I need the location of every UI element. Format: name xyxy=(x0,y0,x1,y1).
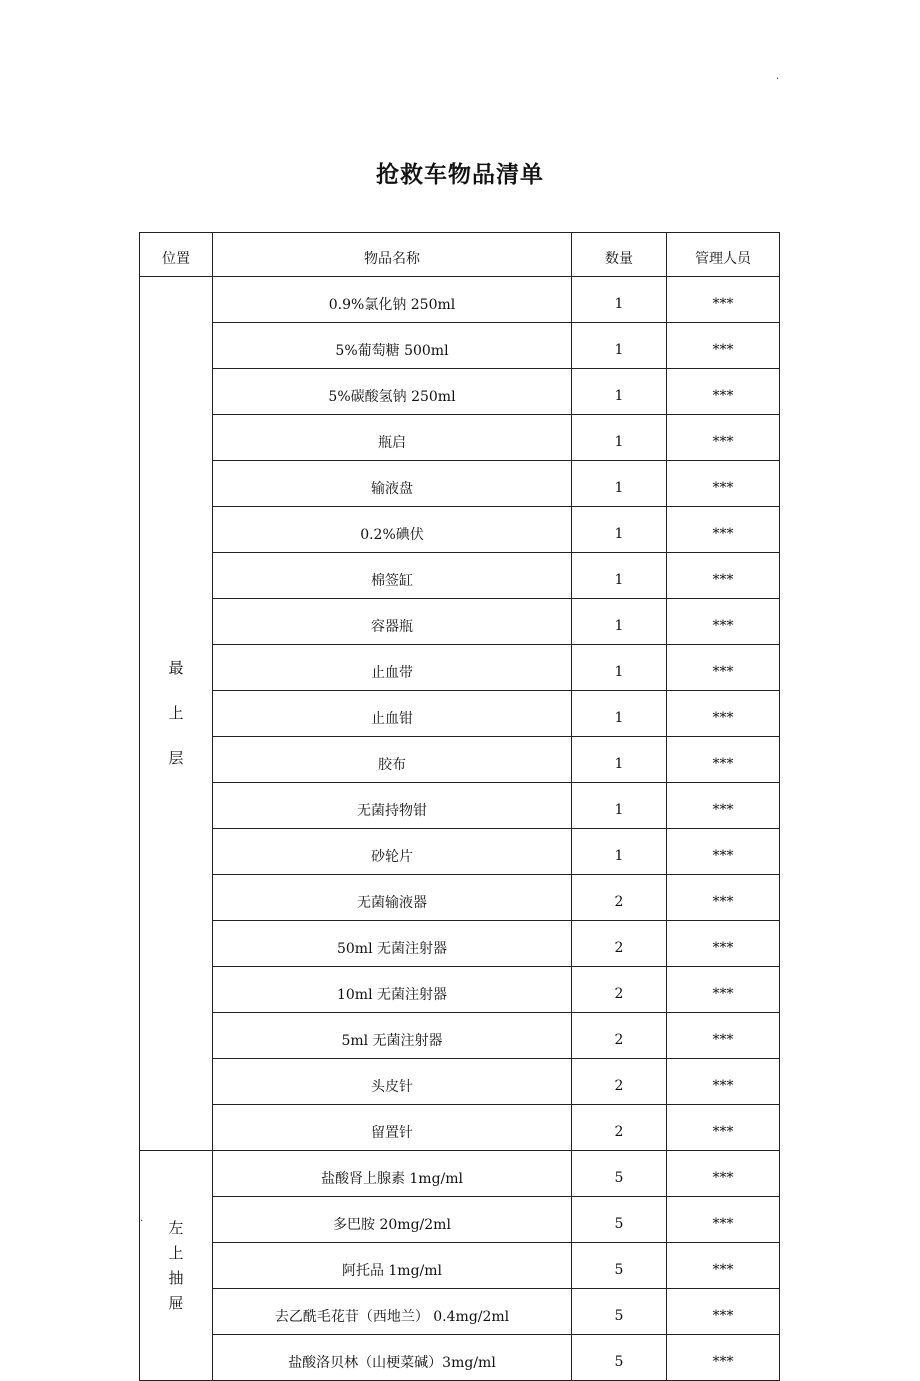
location-cell xyxy=(140,277,213,1151)
item-name-cell: 5ml 无菌注射器 xyxy=(213,1013,572,1059)
table-row xyxy=(140,1105,780,1151)
inventory-body xyxy=(140,277,780,1381)
item-name-cell: 10ml 无菌注射器 xyxy=(213,967,572,1013)
manager-cell: *** xyxy=(667,1197,780,1243)
table-row xyxy=(140,691,780,737)
table-row xyxy=(140,783,780,829)
table-row xyxy=(140,553,780,599)
quantity-cell: 2 xyxy=(572,921,667,967)
item-name-cell: 头皮针 xyxy=(213,1059,572,1105)
item-name-cell: 止血带 xyxy=(213,645,572,691)
item-name-cell: 盐酸肾上腺素 1mg/ml xyxy=(213,1151,572,1197)
header-position: 位置 xyxy=(140,233,213,277)
item-name-cell: 5%碳酸氢钠 250ml xyxy=(213,369,572,415)
item-name-cell: 棉签缸 xyxy=(213,553,572,599)
table-row xyxy=(140,1013,780,1059)
table-row xyxy=(140,1151,780,1197)
item-name-cell: 容器瓶 xyxy=(213,599,572,645)
inventory-table xyxy=(139,232,780,1381)
manager-cell: *** xyxy=(667,1151,780,1197)
quantity-cell: 1 xyxy=(572,737,667,783)
location-char: 层 xyxy=(168,749,184,767)
quantity-cell: 2 xyxy=(572,1013,667,1059)
table-row xyxy=(140,369,780,415)
location-cell xyxy=(140,1151,213,1381)
item-name-cell: 盐酸洛贝林（山梗菜碱）3mg/ml xyxy=(213,1335,572,1381)
table-row xyxy=(140,1059,780,1105)
manager-cell: *** xyxy=(667,691,780,737)
quantity-cell: 5 xyxy=(572,1289,667,1335)
manager-cell: *** xyxy=(667,1059,780,1105)
item-name-cell: 阿托品 1mg/ml xyxy=(213,1243,572,1289)
quantity-cell: 5 xyxy=(572,1243,667,1289)
item-name-cell: 砂轮片 xyxy=(213,829,572,875)
manager-cell: *** xyxy=(667,553,780,599)
manager-cell: *** xyxy=(667,599,780,645)
table-row xyxy=(140,967,780,1013)
quantity-cell: 1 xyxy=(572,461,667,507)
table-row xyxy=(140,829,780,875)
item-name-cell: 瓶启 xyxy=(213,415,572,461)
item-name-cell: 无菌持物钳 xyxy=(213,783,572,829)
quantity-cell: 1 xyxy=(572,691,667,737)
manager-cell: *** xyxy=(667,1243,780,1289)
item-name-cell: 输液盘 xyxy=(213,461,572,507)
quantity-cell: 1 xyxy=(572,783,667,829)
location-char: 最 xyxy=(168,659,184,677)
location-char: 上 xyxy=(168,1243,184,1262)
table-header-row xyxy=(140,233,780,277)
quantity-cell: 1 xyxy=(572,553,667,599)
location-char: 上 xyxy=(168,704,184,722)
table-row xyxy=(140,737,780,783)
manager-cell: *** xyxy=(667,369,780,415)
quantity-cell: 2 xyxy=(572,967,667,1013)
table-row xyxy=(140,1197,780,1243)
location-char: 屉 xyxy=(168,1293,184,1312)
quantity-cell: 1 xyxy=(572,369,667,415)
manager-cell: *** xyxy=(667,1105,780,1151)
quantity-cell: 5 xyxy=(572,1335,667,1381)
table-row xyxy=(140,875,780,921)
location-char: 左 xyxy=(168,1218,184,1237)
table-row xyxy=(140,507,780,553)
item-name-cell: 50ml 无菌注射器 xyxy=(213,921,572,967)
quantity-cell: 1 xyxy=(572,415,667,461)
table-row xyxy=(140,415,780,461)
quantity-cell: 5 xyxy=(572,1151,667,1197)
quantity-cell: 1 xyxy=(572,829,667,875)
location-char: 抽 xyxy=(168,1268,184,1287)
quantity-cell: 2 xyxy=(572,1105,667,1151)
item-name-cell: 留置针 xyxy=(213,1105,572,1151)
table-row xyxy=(140,1243,780,1289)
table-row xyxy=(140,1335,780,1381)
quantity-cell: 2 xyxy=(572,875,667,921)
table-row xyxy=(140,277,780,323)
quantity-cell: 1 xyxy=(572,277,667,323)
quantity-cell: 1 xyxy=(572,599,667,645)
item-name-cell: 0.2%碘伏 xyxy=(213,507,572,553)
item-name-cell: 多巴胺 20mg/2ml xyxy=(213,1197,572,1243)
corner-mark-top-right: . xyxy=(776,71,780,82)
quantity-cell: 1 xyxy=(572,323,667,369)
item-name-cell: 去乙酰毛花苷（西地兰） 0.4mg/2ml xyxy=(213,1289,572,1335)
manager-cell: *** xyxy=(667,645,780,691)
manager-cell: *** xyxy=(667,829,780,875)
header-manager: 管理人员 xyxy=(667,233,780,277)
manager-cell: *** xyxy=(667,1013,780,1059)
table-row xyxy=(140,461,780,507)
page-title: 抢救车物品清单 xyxy=(376,162,544,188)
table-row xyxy=(140,645,780,691)
manager-cell: *** xyxy=(667,1335,780,1381)
manager-cell: *** xyxy=(667,967,780,1013)
quantity-cell: 1 xyxy=(572,507,667,553)
header-item-name: 物品名称 xyxy=(213,233,572,277)
quantity-cell: 2 xyxy=(572,1059,667,1105)
quantity-cell: 1 xyxy=(572,645,667,691)
item-name-cell: 5%葡萄糖 500ml xyxy=(213,323,572,369)
item-name-cell: 胶布 xyxy=(213,737,572,783)
manager-cell: *** xyxy=(667,461,780,507)
table-row xyxy=(140,921,780,967)
quantity-cell: 5 xyxy=(572,1197,667,1243)
manager-cell: *** xyxy=(667,507,780,553)
table-row xyxy=(140,599,780,645)
corner-mark-bottom-left: . xyxy=(140,1213,144,1224)
manager-cell: *** xyxy=(667,783,780,829)
table-row xyxy=(140,1289,780,1335)
item-name-cell: 0.9%氯化钠 250ml xyxy=(213,277,572,323)
item-name-cell: 无菌输液器 xyxy=(213,875,572,921)
manager-cell: *** xyxy=(667,737,780,783)
manager-cell: *** xyxy=(667,875,780,921)
table-row xyxy=(140,323,780,369)
item-name-cell: 止血钳 xyxy=(213,691,572,737)
manager-cell: *** xyxy=(667,921,780,967)
manager-cell: *** xyxy=(667,323,780,369)
manager-cell: *** xyxy=(667,415,780,461)
header-quantity: 数量 xyxy=(572,233,667,277)
manager-cell: *** xyxy=(667,1289,780,1335)
manager-cell: *** xyxy=(667,277,780,323)
